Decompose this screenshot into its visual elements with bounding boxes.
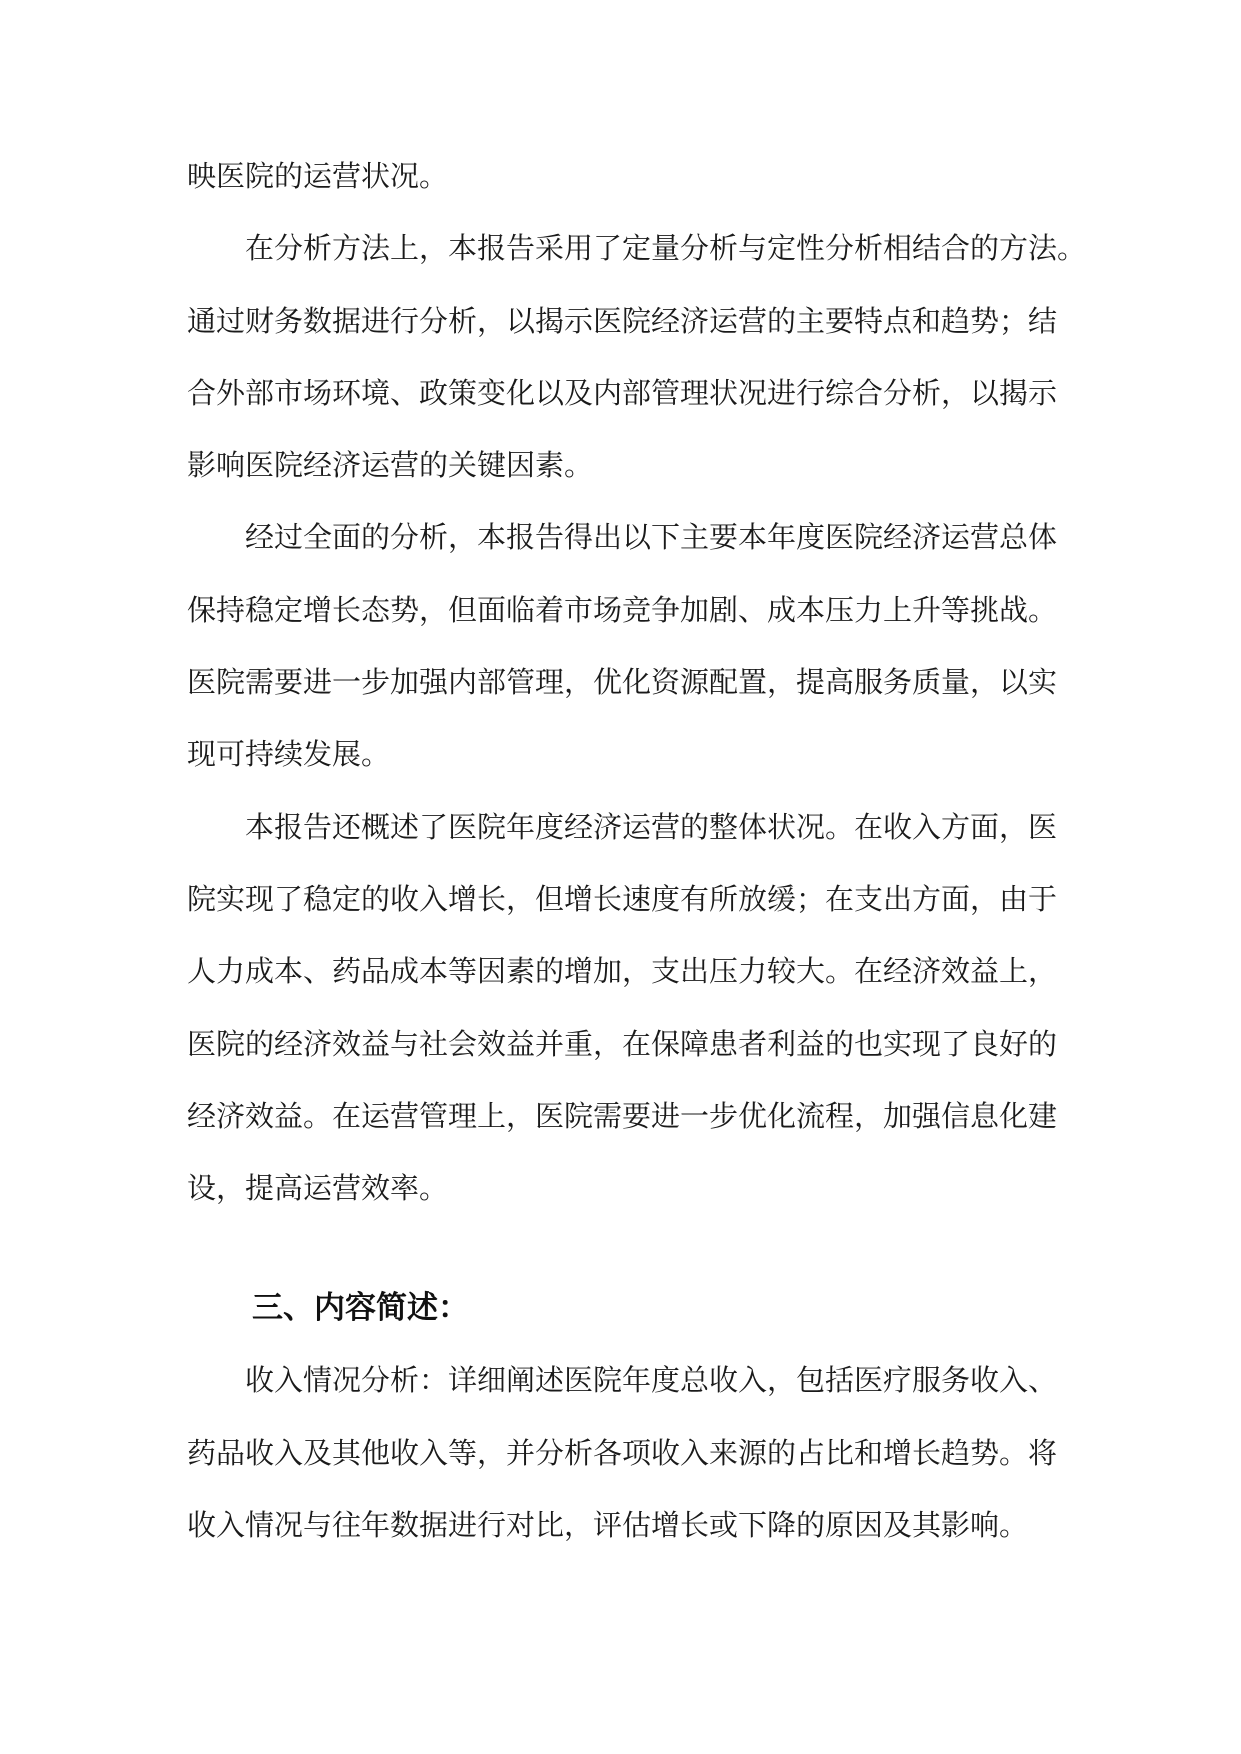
text-line: 现可持续发展。	[187, 737, 391, 772]
paragraph-analysis-method	[187, 212, 1087, 501]
paragraph-overview	[187, 791, 1057, 1225]
text-line: 通过财务数据进行分析，以揭示医院经济运营的主要特点和趋势；结	[187, 303, 1058, 338]
text-line: 影响医院经济运营的关键因素。	[187, 448, 594, 483]
text-line: 经过全面的分析，本报告得出以下主要本年度医院经济运营总体	[245, 520, 1058, 555]
text-line: 医院需要进一步加强内部管理，优化资源配置，提高服务质量，以实	[187, 665, 1058, 700]
paragraph-conclusion	[187, 501, 1057, 790]
paragraph-income-analysis	[187, 1344, 1057, 1561]
text-line: 院实现了稳定的收入增长，但增长速度有所放缓；在支出方面，由于	[187, 881, 1058, 916]
text-line: 保持稳定增长态势，但面临着市场竞争加剧、成本压力上升等挑战。	[187, 592, 1058, 627]
text-line: 收入情况与往年数据进行对比，评估增长或下降的原因及其影响。	[187, 1508, 1029, 1543]
text-line: 医院的经济效益与社会效益并重，在保障患者利益的也实现了良好的	[187, 1026, 1058, 1061]
text-line: 人力成本、药品成本等因素的增加，支出压力较大。在经济效益上，	[187, 954, 1058, 989]
text-line: 合外部市场环境、政策变化以及内部管理状况进行综合分析，以揭示	[187, 375, 1058, 410]
text-line: 经济效益。在运营管理上，医院需要进一步优化流程，加强信息化建	[187, 1098, 1058, 1133]
paragraph-continuation	[187, 140, 1057, 212]
section-heading: 三、内容简述：	[252, 1290, 469, 1327]
text-line: 收入情况分析：详细阐述医院年度总收入，包括医疗服务收入、	[245, 1363, 1058, 1398]
text-line: 映医院的运营状况。	[187, 159, 449, 193]
text-line: 在分析方法上，本报告采用了定量分析与定性分析相结合的方法。	[245, 231, 1087, 266]
document-body	[187, 140, 1087, 1561]
text-line: 本报告还概述了医院年度经济运营的整体状况。在收入方面，医	[245, 809, 1058, 844]
text-line: 设，提高运营效率。	[187, 1171, 449, 1206]
text-line: 药品收入及其他收入等，并分析各项收入来源的占比和增长趋势。将	[187, 1435, 1058, 1470]
